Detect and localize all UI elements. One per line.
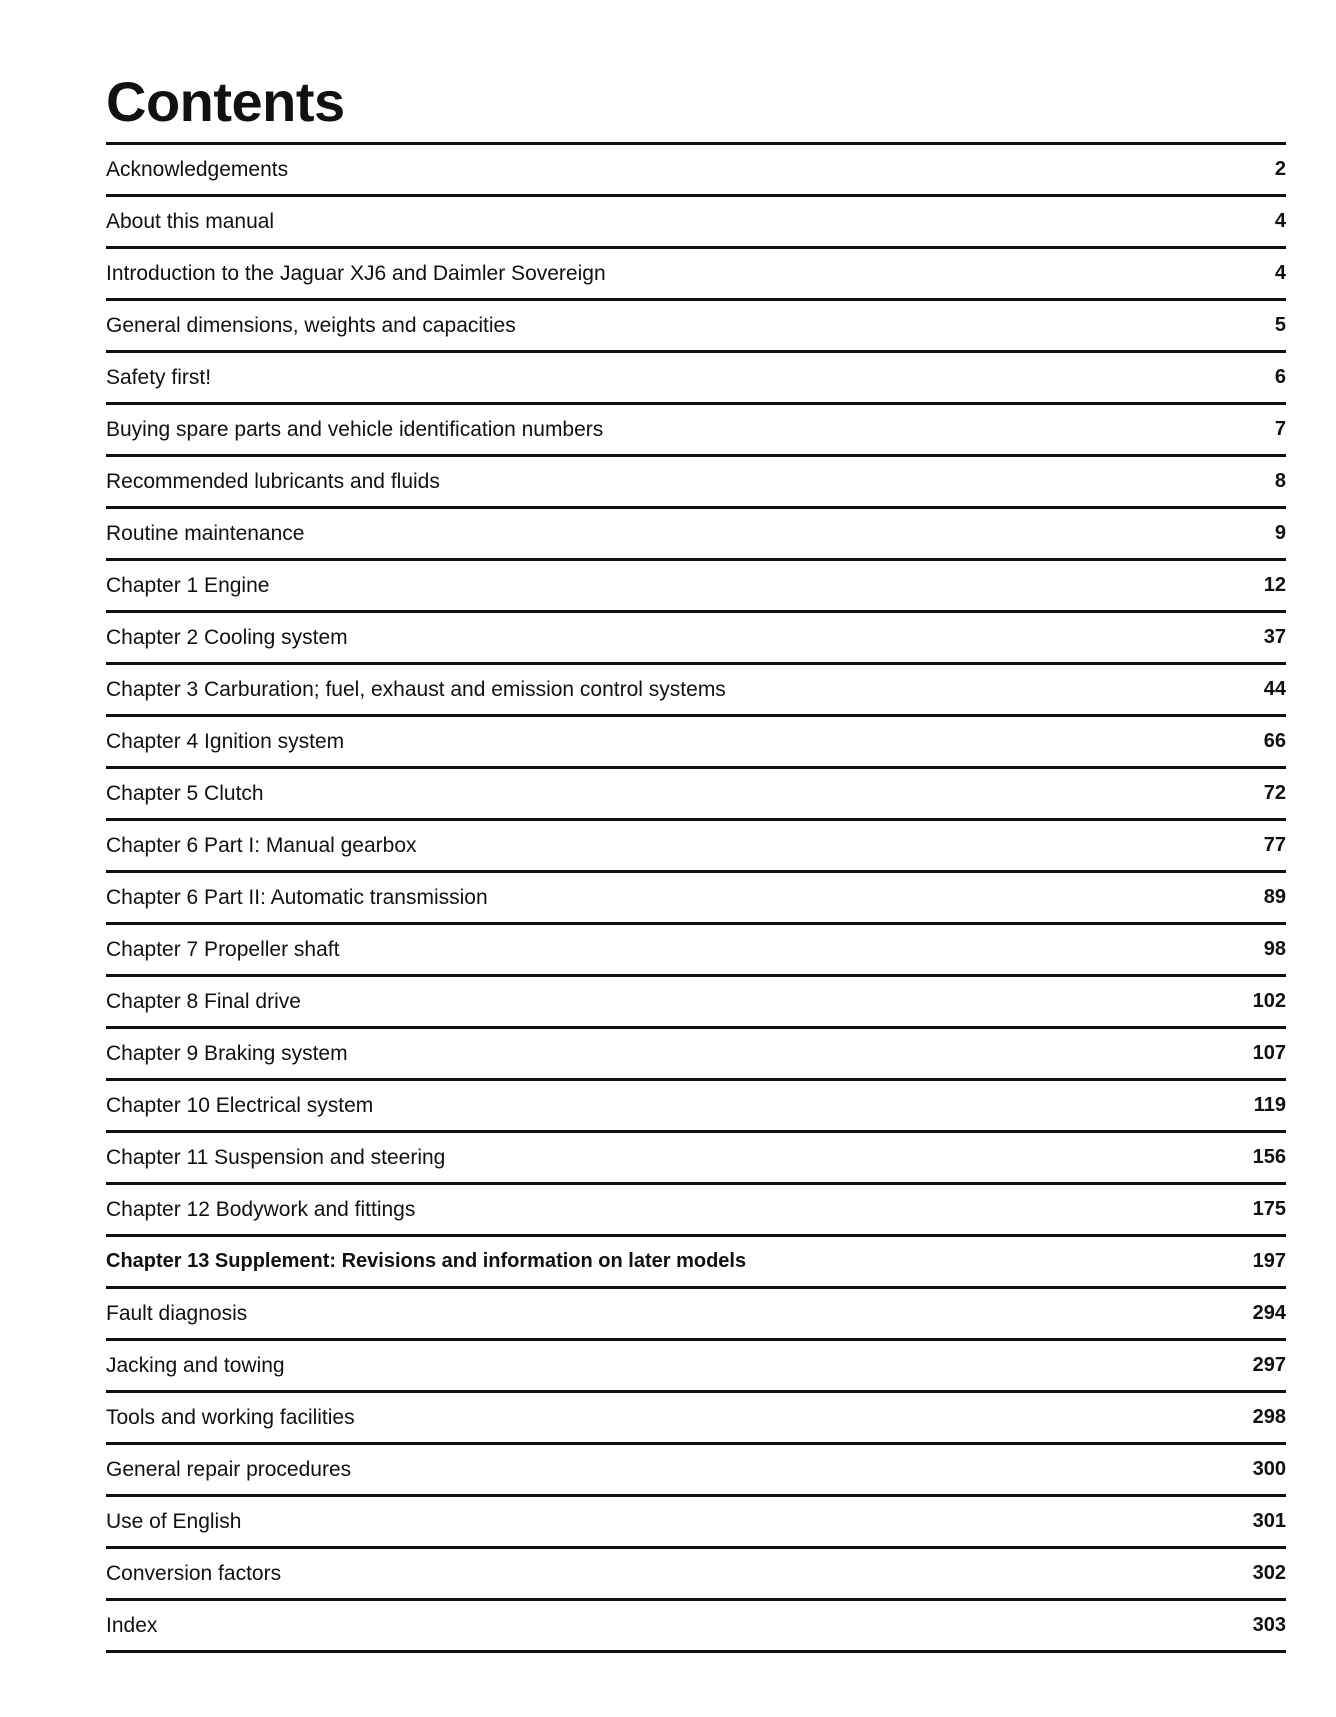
toc-entry-page-number: 77: [1263, 834, 1286, 856]
toc-entry[interactable]: [106, 1029, 1286, 1081]
toc-entry[interactable]: [106, 613, 1286, 665]
toc-entry-label: Chapter 4 Ignition system: [106, 729, 345, 753]
toc-entry[interactable]: [106, 353, 1286, 405]
toc-entry-label: General dimensions, weights and capacities: [106, 313, 516, 337]
toc-entry-page-number: 44: [1263, 678, 1286, 700]
toc-entry-page-number: 72: [1263, 782, 1286, 804]
toc-entry-label: Chapter 1 Engine: [106, 573, 270, 597]
toc-entry-label: Buying spare parts and vehicle identification numbers: [106, 417, 604, 441]
toc-entry[interactable]: [106, 301, 1286, 353]
toc-entry-page-number: 9: [1274, 522, 1286, 544]
toc-entry-page-number: 294: [1252, 1302, 1286, 1324]
toc-entry-label: Tools and working facilities: [106, 1405, 355, 1429]
toc-entry[interactable]: [106, 821, 1286, 873]
toc-entry[interactable]: [106, 1393, 1286, 1445]
toc-entry-page-number: 197: [1252, 1250, 1286, 1272]
toc-entry-label: Chapter 11 Suspension and steering: [106, 1145, 446, 1169]
page-title: Contents: [106, 70, 345, 133]
toc-entry-page-number: 298: [1252, 1406, 1286, 1428]
toc-entry-page-number: 6: [1274, 366, 1286, 388]
toc-entry-page-number: 156: [1252, 1146, 1286, 1168]
toc-entry[interactable]: [106, 1497, 1286, 1549]
toc-entry-label: Chapter 6 Part II: Automatic transmission: [106, 885, 488, 909]
toc-entry-label: Chapter 12 Bodywork and fittings: [106, 1197, 416, 1221]
toc-entry-label: Chapter 2 Cooling system: [106, 625, 348, 649]
toc-entry-label: Chapter 8 Final drive: [106, 989, 301, 1013]
toc-entry-page-number: 12: [1263, 574, 1286, 596]
toc-entry-label: Chapter 13 Supplement: Revisions and information on later models: [106, 1250, 747, 1272]
toc-entry-label: Jacking and towing: [106, 1353, 285, 1377]
toc-entry-label: Index: [106, 1613, 158, 1637]
toc-entry-label: Routine maintenance: [106, 521, 305, 545]
toc-entry-page-number: 37: [1263, 626, 1286, 648]
toc-entry[interactable]: [106, 1341, 1286, 1393]
toc-entry[interactable]: [106, 561, 1286, 613]
toc-entry-page-number: 119: [1253, 1094, 1286, 1116]
toc-entry[interactable]: [106, 665, 1286, 717]
toc-entry[interactable]: [106, 1185, 1286, 1237]
toc-entry[interactable]: [106, 509, 1286, 561]
toc-entry[interactable]: [106, 873, 1286, 925]
toc-entry-label: Safety first!: [106, 365, 212, 389]
toc-entry[interactable]: [106, 1549, 1286, 1601]
toc-entry-page-number: 102: [1252, 990, 1286, 1012]
contents-page: [106, 72, 1286, 1653]
toc-entry-label: Chapter 3 Carburation; fuel, exhaust and emission control systems: [106, 677, 726, 701]
toc-entry-page-number: 175: [1252, 1198, 1286, 1220]
toc-entry-label: Chapter 10 Electrical system: [106, 1093, 374, 1117]
toc-entry-label: Chapter 5 Clutch: [106, 781, 264, 805]
toc-entry-page-number: 300: [1252, 1458, 1286, 1480]
toc-entry-label: About this manual: [106, 209, 275, 233]
toc-entry[interactable]: [106, 977, 1286, 1029]
toc-entry-page-number: 4: [1274, 262, 1286, 284]
toc-entry-label: Recommended lubricants and fluids: [106, 469, 440, 493]
toc-entry[interactable]: [106, 1081, 1286, 1133]
toc-entry-label: Acknowledgements: [106, 157, 289, 181]
toc-entry-label: Use of English: [106, 1509, 242, 1533]
toc-entry-label: Introduction to the Jaguar XJ6 and Daimler Sovereign: [106, 261, 606, 285]
toc-entry[interactable]: [106, 457, 1286, 509]
toc-entry-page-number: 301: [1252, 1510, 1286, 1532]
toc-entry-page-number: 4: [1274, 210, 1286, 232]
toc-entry[interactable]: [106, 925, 1286, 977]
toc-entry-label: Chapter 6 Part I: Manual gearbox: [106, 833, 417, 857]
toc-entry[interactable]: [106, 1133, 1286, 1185]
toc-entry[interactable]: [106, 145, 1286, 197]
toc-entry-label: Chapter 7 Propeller shaft: [106, 937, 340, 961]
toc-entry-page-number: 303: [1252, 1614, 1286, 1636]
toc-list: [106, 142, 1286, 1653]
toc-entry[interactable]: [106, 1237, 1286, 1289]
toc-entry[interactable]: [106, 197, 1286, 249]
toc-entry-page-number: 107: [1252, 1042, 1286, 1064]
toc-entry-page-number: 7: [1274, 418, 1286, 440]
toc-entry-label: Chapter 9 Braking system: [106, 1041, 348, 1065]
toc-entry-page-number: 302: [1252, 1562, 1286, 1584]
toc-entry[interactable]: [106, 717, 1286, 769]
toc-entry[interactable]: [106, 1445, 1286, 1497]
toc-entry-page-number: 2: [1274, 158, 1286, 180]
toc-entry-label: Conversion factors: [106, 1561, 282, 1585]
toc-entry-page-number: 297: [1252, 1354, 1286, 1376]
toc-entry[interactable]: [106, 249, 1286, 301]
toc-entry-page-number: 8: [1274, 470, 1286, 492]
toc-entry-label: Fault diagnosis: [106, 1301, 248, 1325]
toc-entry[interactable]: [106, 1289, 1286, 1341]
toc-entry-page-number: 5: [1274, 314, 1286, 336]
toc-entry[interactable]: [106, 405, 1286, 457]
toc-entry-page-number: 98: [1263, 938, 1286, 960]
toc-entry-label: General repair procedures: [106, 1457, 352, 1481]
toc-entry-page-number: 89: [1263, 886, 1286, 908]
toc-entry[interactable]: [106, 769, 1286, 821]
toc-entry[interactable]: [106, 1601, 1286, 1653]
toc-entry-page-number: 66: [1263, 730, 1286, 752]
